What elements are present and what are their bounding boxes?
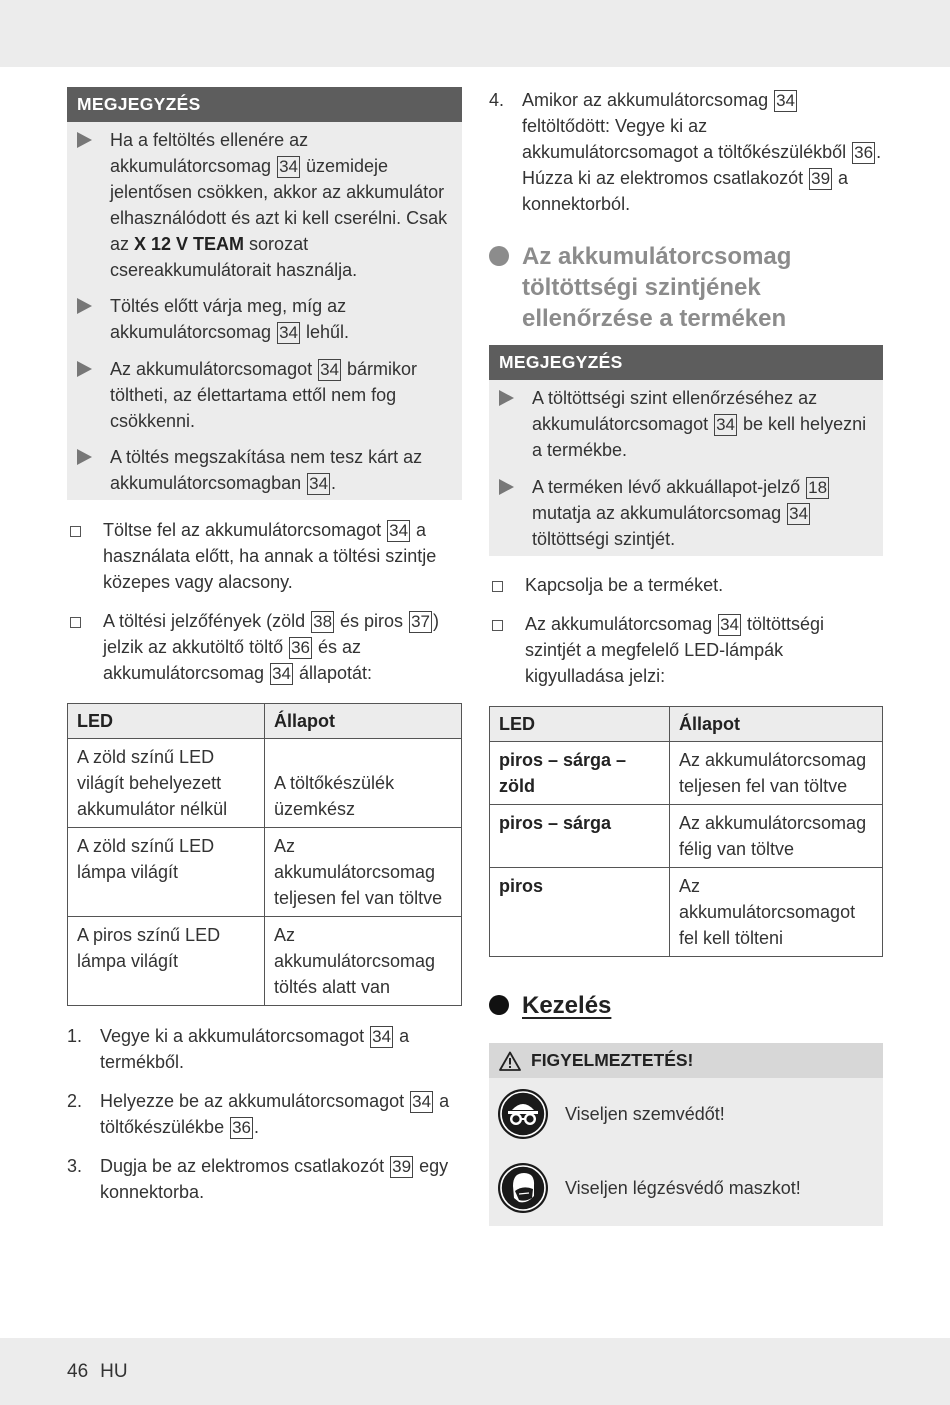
table-cell: Az akkumulátorcsomag teljesen fel van töltve (265, 828, 462, 917)
eye-protection-icon (497, 1088, 549, 1140)
top-band (0, 0, 950, 67)
table-cell: Az akkumulátorcsomagot fel kell tölteni (670, 868, 883, 957)
note-item: A töltöttségi szint ellenőrzéséhez az akkumulátorcsomagot 34 be kell helyezni a termékbe. (489, 385, 883, 463)
series-name: X 12 V TEAM (134, 234, 245, 254)
table-cell: A piros színű LED lámpa világít (68, 917, 265, 1006)
language-code: HU (100, 1361, 128, 1382)
numbered-step: 3. Dugja be az elektromos csatlakozót 39 egy konnektorba. (67, 1156, 449, 1202)
checkbox-bullet-icon (70, 526, 81, 537)
page-number: 46 (67, 1361, 89, 1382)
warning-triangle-icon (499, 1051, 521, 1071)
respirator-mask-icon (497, 1162, 549, 1214)
checkbox-bullet-icon (70, 617, 81, 628)
numbered-step: 2. Helyezze be az akkumulátorcsomagot 34 a töltőkészülékbe 36 . (67, 1091, 450, 1137)
reference-number: 34 (716, 415, 736, 434)
page-footer (67, 1361, 128, 1383)
right-column (489, 87, 883, 1226)
reference-number: 36 (232, 1118, 251, 1137)
reference-number: 34 (372, 1027, 392, 1046)
charge-level-table (489, 706, 883, 957)
triangle-bullet-icon (499, 390, 514, 406)
numbered-step: 4. Amikor az akkumulátorcsomag 34 feltöltődött: Vegye ki az akkumulátorcsomagot a töltőkészülékből 36 . Húzza ki az elektromos csatlakozót 39 a konnektorból. (489, 90, 882, 214)
table-cell: piros – sárga (490, 805, 670, 868)
checklist-item: Töltse fel az akkumulátorcsomagot 34 a használata előtt, ha annak a töltési szintje közepes vagy alacsony. (67, 517, 462, 595)
warning-row: Viseljen légzésvédő maszkot! (489, 1162, 883, 1214)
reference-number: 34 (412, 1092, 432, 1111)
table-row (68, 917, 462, 1006)
table-cell: Az akkumulátorcsomag félig van töltve (670, 805, 883, 868)
reference-number: 36 (854, 143, 874, 162)
warning-box (489, 1043, 883, 1226)
left-column (67, 87, 462, 1205)
bullet-dot-icon (489, 995, 509, 1015)
checkbox-bullet-icon (492, 620, 503, 631)
table-header-row (68, 704, 462, 739)
checkbox-bullet-icon (492, 581, 503, 592)
note-header: MEGJEGYZÉS (67, 87, 462, 122)
checklist-item: Kapcsolja be a terméket. (489, 572, 883, 598)
table-cell: Az akkumulátorcsomag teljesen fel van töltve (670, 742, 883, 805)
reference-number: 34 (389, 521, 409, 540)
table-cell: piros – sárga – zöld (490, 742, 670, 805)
reference-number: 34 (720, 615, 739, 634)
note-item: Az akkumulátorcsomagot 34 bármikor töltheti, az élettartama ettől nem fog csökkenni. (67, 356, 462, 434)
note-item: Ha a feltöltés ellenére az akkumulátorcsomag 34 üzemideje jelentősen csökken, akkor az akkumulátor elhasználódott és azt ki kell cserélni. Csak az X 12 V TEAM sorozat csereakkumulátorait használja. (67, 127, 462, 283)
table-cell: A zöld színű LED lámpa világít (68, 828, 265, 917)
reference-number: 34 (776, 91, 796, 110)
triangle-bullet-icon (77, 298, 92, 314)
reference-number: 18 (808, 478, 828, 497)
note-header: MEGJEGYZÉS (489, 345, 883, 380)
table-cell: A zöld színű LED világít behelyezett akkumulátor nélkül (68, 739, 265, 828)
table-header: Állapot (670, 707, 883, 742)
led-status-table (67, 703, 462, 1006)
reference-number: 34 (279, 157, 298, 176)
triangle-bullet-icon (499, 479, 514, 495)
table-header: LED (490, 707, 670, 742)
note-box (489, 345, 883, 556)
table-cell: Az akkumulátorcsomag töltés alatt van (265, 917, 462, 1006)
table-row (68, 739, 462, 828)
reference-number: 38 (313, 612, 333, 631)
table-row (490, 742, 883, 805)
triangle-bullet-icon (77, 132, 92, 148)
table-header: LED (68, 704, 265, 739)
table-row (490, 868, 883, 957)
reference-number: 34 (309, 474, 329, 493)
note-item: A terméken lévő akkuállapot-jelző 18 mutatja az akkumulátorcsomag 34 töltöttségi szintjét. (489, 474, 883, 552)
table-cell: piros (490, 868, 670, 957)
note-item: Töltés előtt várja meg, míg az akkumulátorcsomag 34 lehűl. (67, 293, 462, 345)
table-cell: A töltőkészülék üzemkész (265, 739, 462, 828)
reference-number: 37 (411, 612, 430, 631)
reference-number: 34 (279, 323, 298, 342)
checklist-item: A töltési jelzőfények (zöld 38 és piros 37 ) jelzik az akkutöltő töltő 36 és az akkumulátorcsomag 34 állapotát: (67, 608, 462, 686)
numbered-step: 1. Vegye ki a akkumulátorcsomagot 34 a termékből. (67, 1026, 410, 1072)
bullet-dot-icon (489, 246, 509, 266)
section-heading-kezeles: Kezelés (489, 990, 883, 1021)
table-row (68, 828, 462, 917)
checklist-item: Az akkumulátorcsomag 34 töltöttségi szintjét a megfelelő LED-lámpák kigyulladása jelzi: (489, 611, 883, 689)
bottom-band (0, 1338, 950, 1405)
triangle-bullet-icon (77, 449, 92, 465)
reference-number: 39 (392, 1157, 412, 1176)
note-item: A töltés megszakítása nem tesz kárt az akkumulátorcsomagban 34 . (67, 444, 462, 496)
section-heading: Az akkumulátorcsomag töltöttségi szintjének ellenőrzése a terméken (489, 241, 883, 334)
reference-number: 34 (272, 664, 291, 683)
triangle-bullet-icon (77, 361, 92, 377)
warning-row: Viseljen szemvédőt! (489, 1088, 883, 1140)
table-row (490, 805, 883, 868)
note-box (67, 87, 462, 500)
reference-number: 34 (320, 360, 340, 379)
reference-number: 36 (291, 638, 311, 657)
table-header-row (490, 707, 883, 742)
warning-header: FIGYELMEZTETÉS! (489, 1043, 883, 1078)
table-header: Állapot (265, 704, 462, 739)
reference-number: 34 (789, 504, 809, 523)
reference-number: 39 (811, 169, 831, 188)
